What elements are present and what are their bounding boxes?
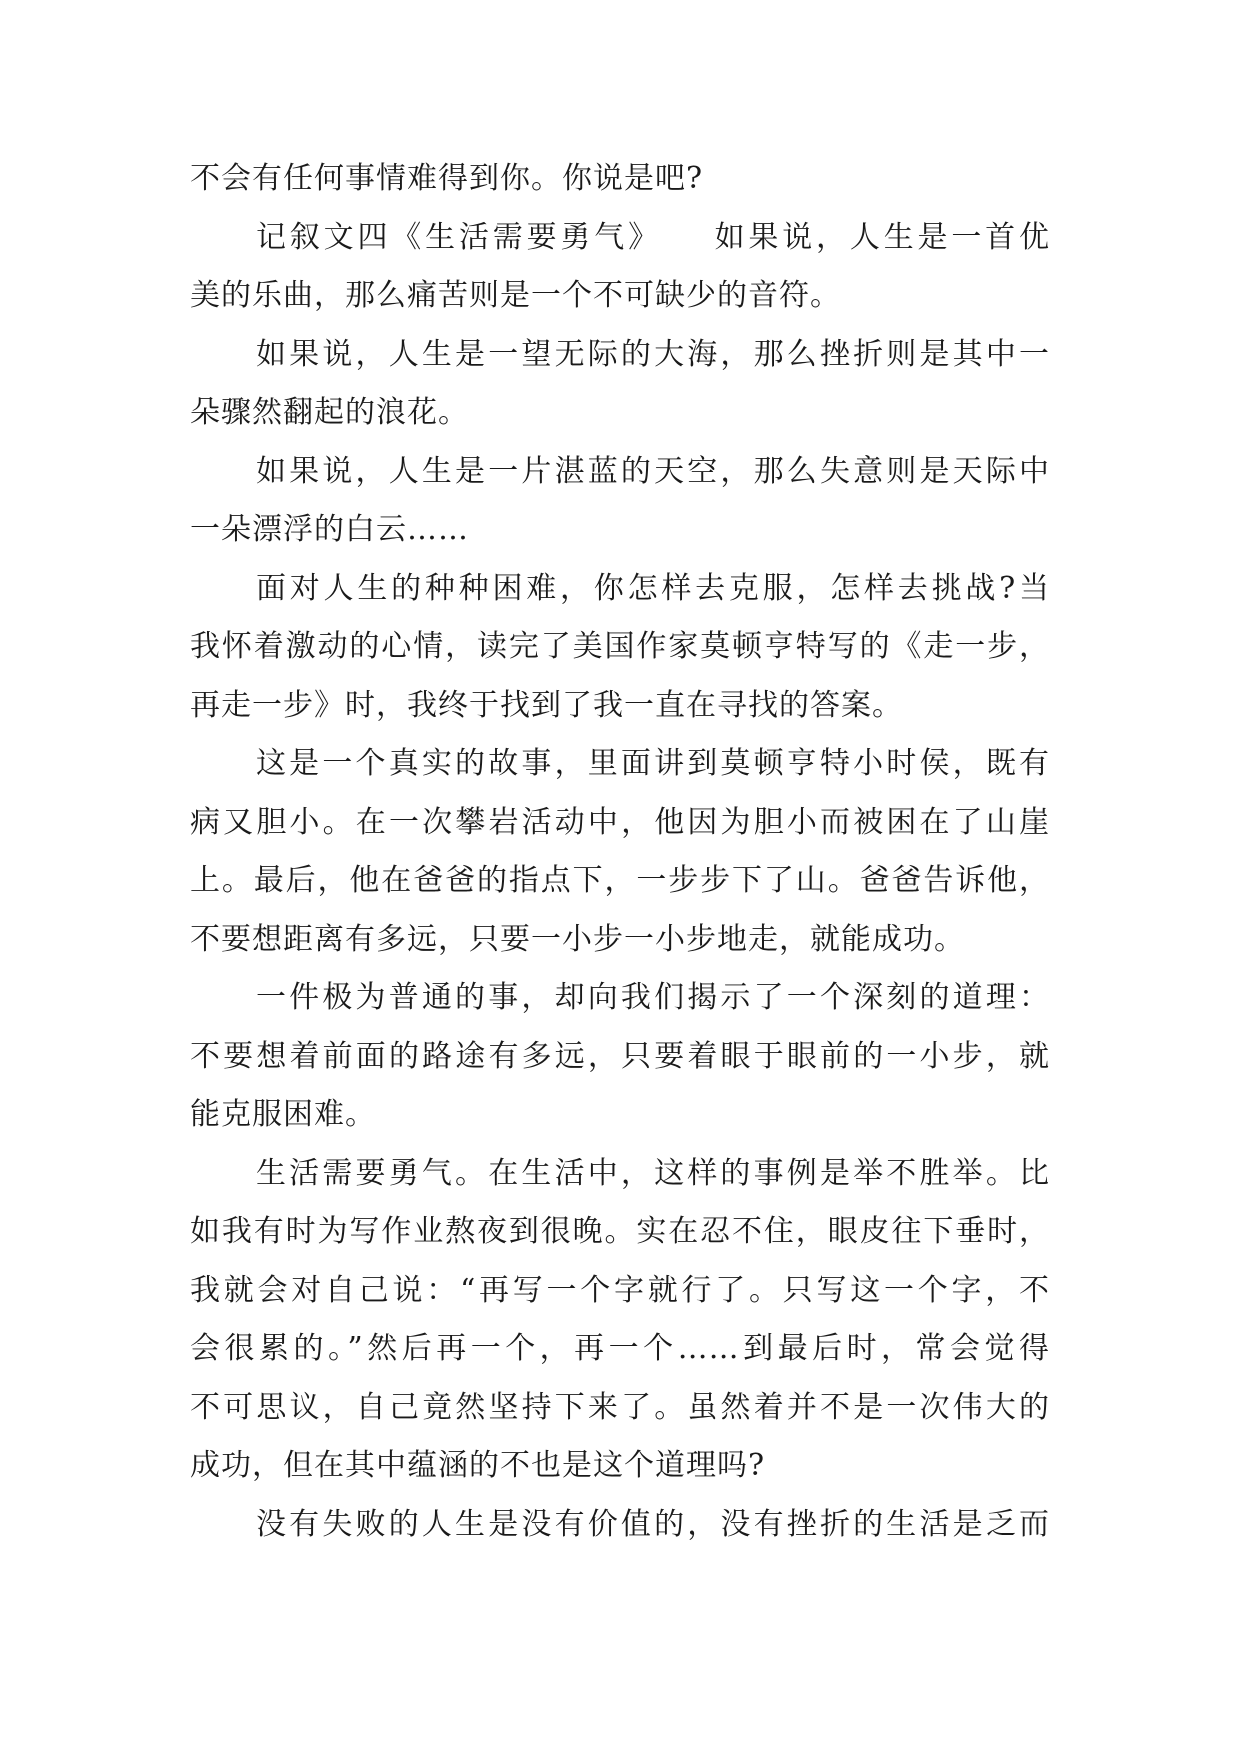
text-line: 不要想距离有多远，只要一小步一小步地走，就能成功。 [190, 921, 965, 957]
text-line: 会很累的。”然后再一个，再一个……到最后时，常会觉得 [190, 1331, 1050, 1366]
text-line: 如果说，人生是一望无际的大海，那么挫折则是其中一 [256, 336, 1050, 372]
body-text [190, 150, 1050, 1554]
text-line: 我怀着激动的心情，读完了美国作家莫顿亨特写的《走一步， [190, 629, 1050, 664]
text-line: 这是一个真实的故事，里面讲到莫顿亨特小时侯，既有 [256, 746, 1050, 781]
text-line: 不可思议，自己竟然坚持下来了。虽然着并不是一次伟大的 [190, 1389, 1050, 1425]
text-line: 再走一步》时，我终于找到了我一直在寻找的答案。 [190, 687, 903, 723]
text-line: 如果说，人生是一片湛蓝的天空，那么失意则是天际中 [256, 453, 1050, 489]
text-line: 能克服困难。 [190, 1097, 376, 1132]
text-line: 生活需要勇气。在生活中，这样的事例是举不胜举。比 [256, 1155, 1050, 1191]
text-line: 如我有时为写作业熬夜到很晚。实在忍不住，眼皮往下垂时， [190, 1214, 1050, 1249]
text-line: 面对人生的种种困难，你怎样去克服，怎样去挑战?当 [256, 570, 1050, 606]
text-line: 不要想着前面的路途有多远，只要着眼于眼前的一小步，就 [190, 1038, 1050, 1074]
text-line: 我就会对自己说：“再写一个字就行了。只写这一个字，不 [190, 1272, 1050, 1308]
text-line: 记叙文四《生活需要勇气》 如果说，人生是一首优 [256, 219, 1050, 255]
text-line: 上。最后，他在爸爸的指点下，一步步下了山。爸爸告诉他， [190, 863, 1050, 898]
text-line: 不会有任何事情难得到你。你说是吧? [190, 161, 704, 196]
text-line: 病又胆小。在一次攀岩活动中，他因为胆小而被困在了山崖 [190, 804, 1050, 840]
text-line: 朵骤然翻起的浪花。 [190, 395, 469, 430]
text-line: 没有失败的人生是没有价值的，没有挫折的生活是乏而 [256, 1506, 1050, 1542]
text-line: 一件极为普通的事，却向我们揭示了一个深刻的道理： [256, 980, 1050, 1015]
text-line: 一朵漂浮的白云…… [190, 512, 469, 547]
text-line: 成功，但在其中蕴涵的不也是这个道理吗? [190, 1448, 766, 1483]
text-line: 美的乐曲，那么痛苦则是一个不可缺少的音符。 [190, 278, 841, 313]
